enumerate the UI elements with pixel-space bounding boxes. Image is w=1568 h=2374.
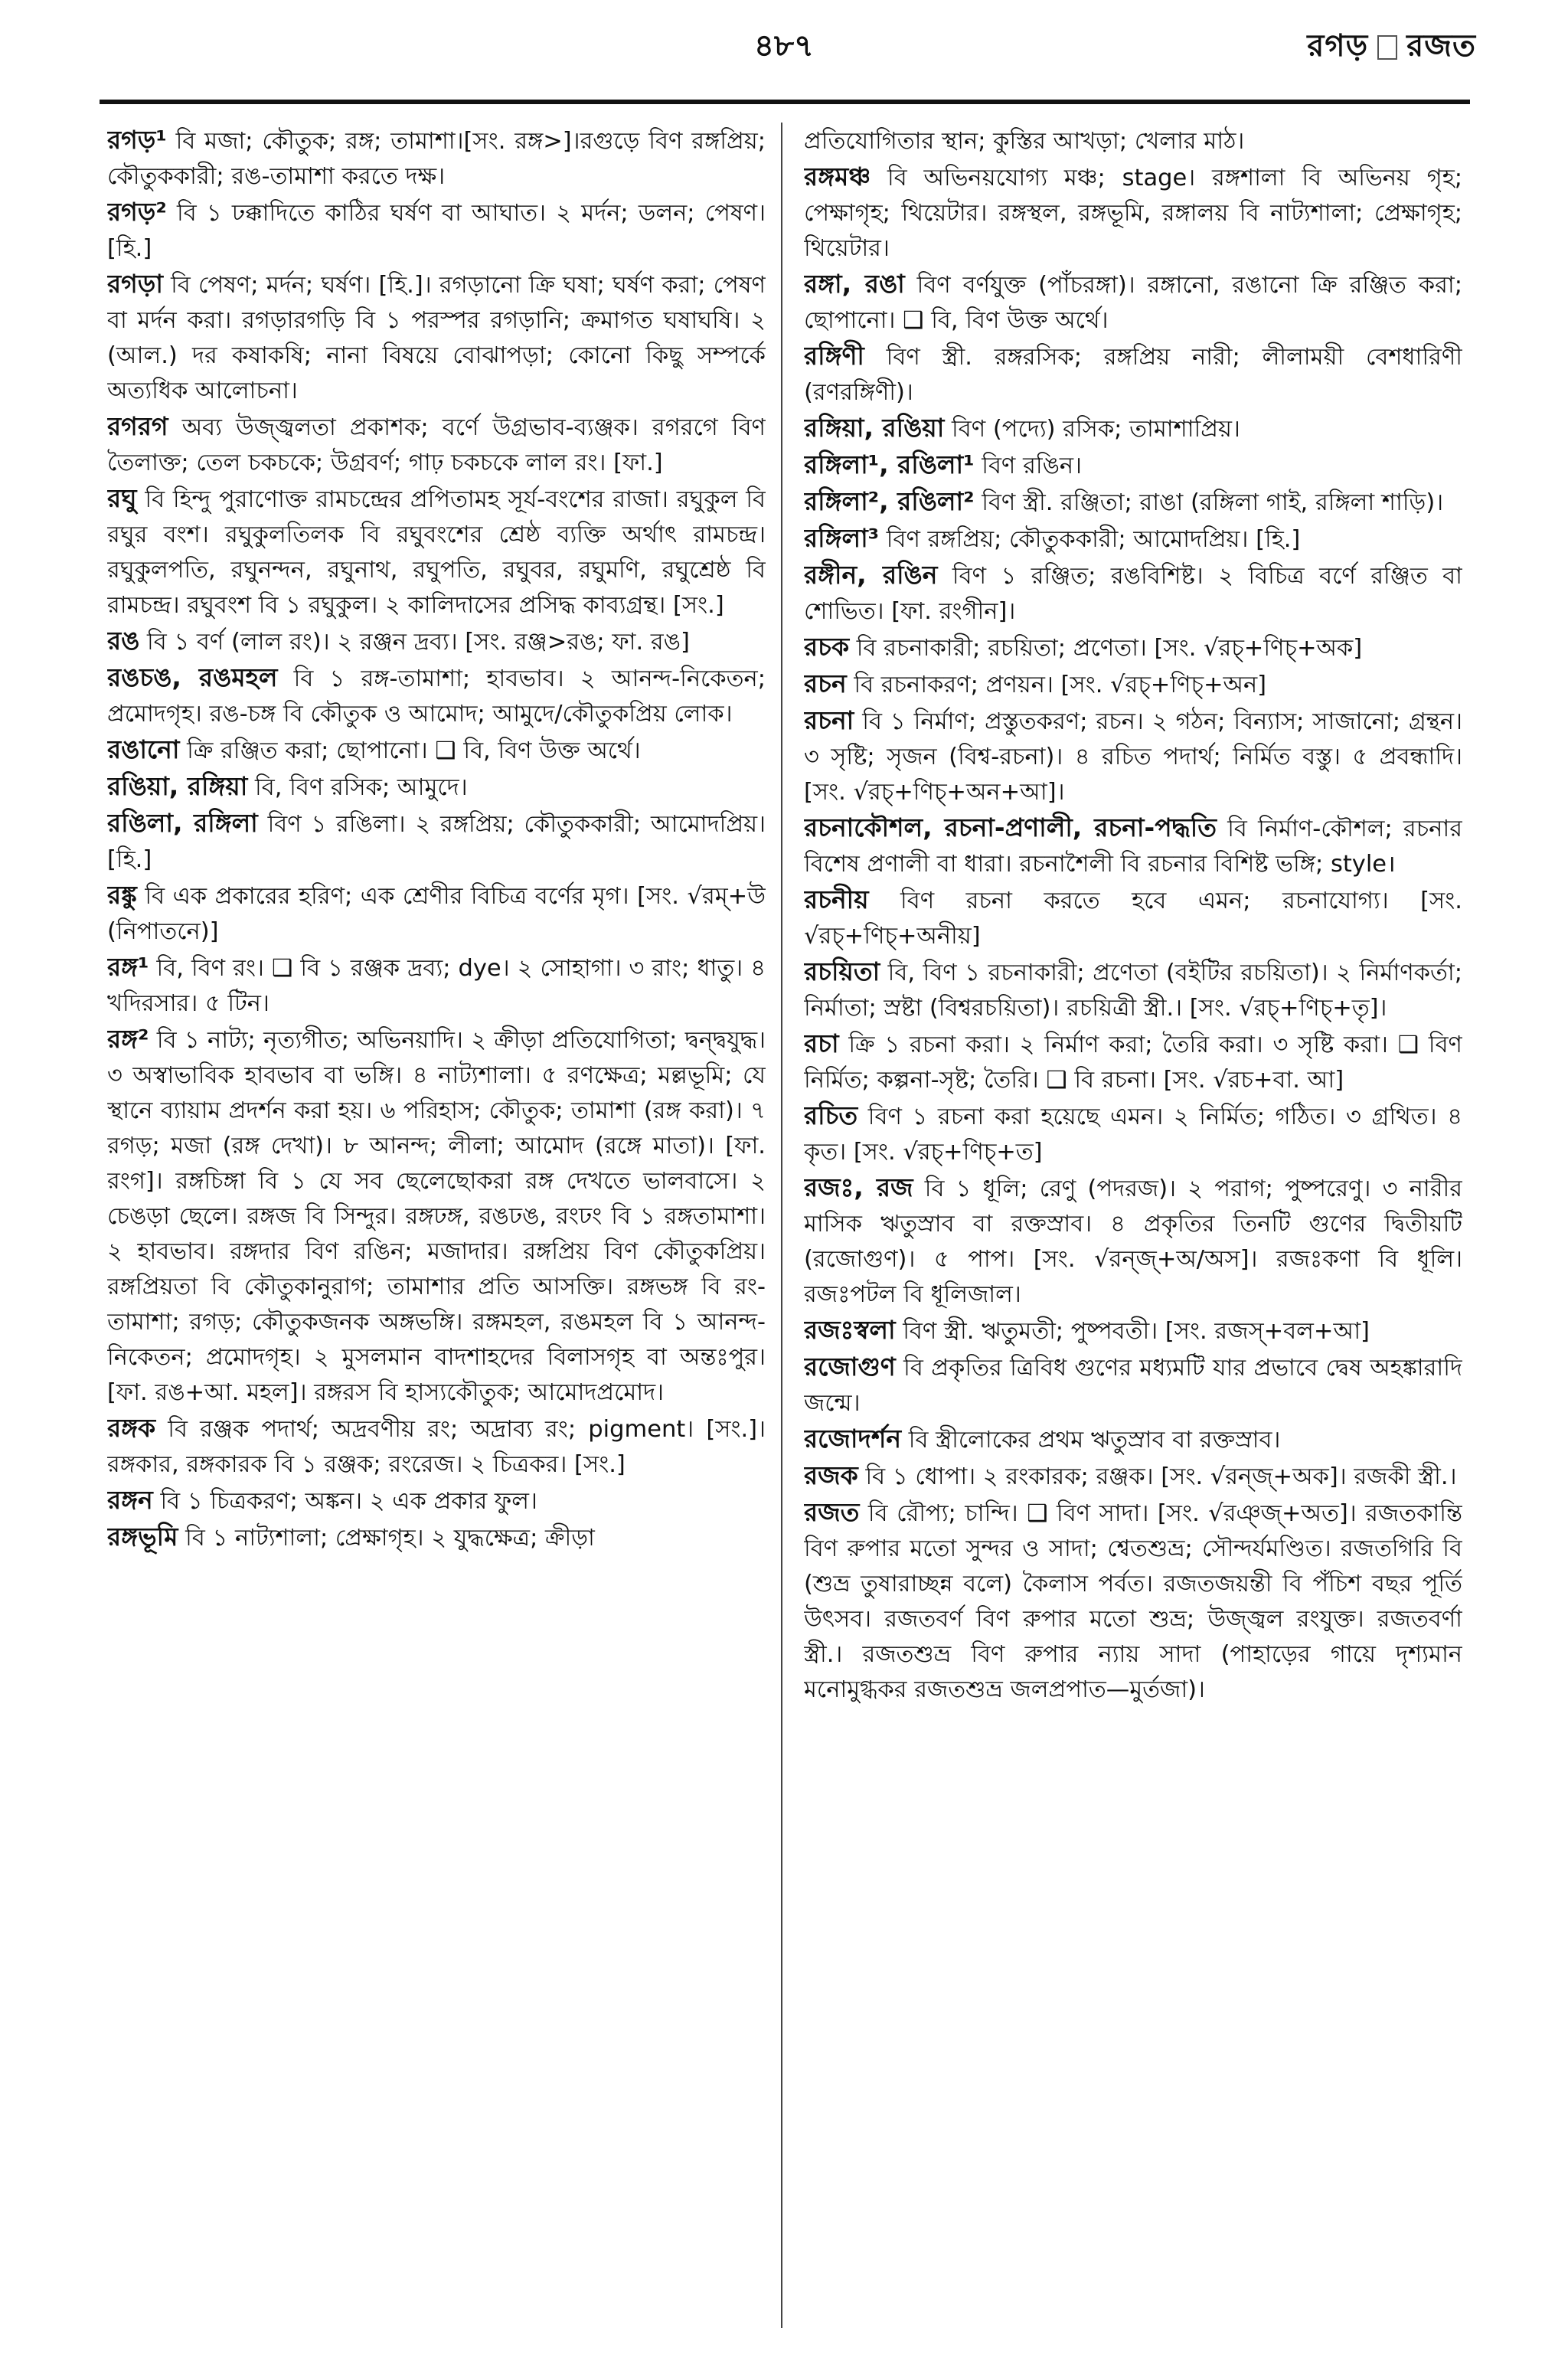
entry-definition: বি ১ ধোপা। ২ রংকারক; রঞ্জক। [সং. √রন্জ্+অক]। রজকী স্ত্রী.।	[858, 1463, 1457, 1490]
entry-headword: রগড়া	[107, 269, 163, 299]
guide-words	[1307, 21, 1476, 73]
entry-headword: রজোদর্শন	[804, 1424, 902, 1454]
entry-headword: রঙ্গক	[107, 1413, 156, 1443]
dictionary-entry	[804, 267, 1462, 338]
entry-definition: বি পেষণ; মর্দন; ঘর্ষণ। [হি.]। রগড়ানো ক্রি ঘষা; ঘর্ষণ করা; পেষণ বা মর্দন করা। রগড়ারগড়ি বি ১ পরস্পর রগড়ানি; ক্রমাগত ঘষাঘষি। ২ (আল.) দর কষাকষি; নানা বিষয়ে বোঝাপড়া; কোনো কিছু সম্পর্কে অত্যধিক আলোচনা।	[107, 272, 766, 404]
entry-headword: রঙিলা, রঙ্গিলা	[107, 808, 258, 838]
entry-headword: রঙ	[107, 626, 140, 656]
dictionary-entry	[107, 806, 766, 878]
entry-headword: রচা	[804, 1028, 839, 1058]
dictionary-entry	[107, 267, 766, 409]
dictionary-entry	[804, 1495, 1462, 1708]
entry-headword: রজত	[804, 1497, 860, 1527]
dictionary-entry	[804, 1349, 1462, 1421]
entry-definition: বিণ ১ রঙিলা। ২ রঙ্গপ্রিয়; কৌতুককারী; আমোদপ্রিয়। [হি.]	[107, 811, 766, 873]
dictionary-entry	[107, 1483, 766, 1519]
dictionary-entry	[107, 123, 766, 195]
entry-headword: রচন	[804, 669, 847, 698]
dictionary-entry	[804, 629, 1462, 666]
entry-definition: অব্য উজ্জ্বলতা প্রকাশক; বর্ণে উগ্রভাব-ব্যঞ্জক। রগরগে বিণ তৈলাক্ত; তেল চকচকে; উগ্রবর্ণ; গাঢ় চকচকে লাল রং। [ফা.]	[107, 414, 766, 476]
column-divider	[781, 123, 782, 2328]
entry-headword: রগরগ	[107, 411, 168, 441]
entry-definition: বি ১ নাট্যশালা; প্রেক্ষাগৃহ। ২ যুদ্ধক্ষেত্র; ক্রীড়া	[178, 1525, 595, 1552]
entry-definition: বিণ (পদ্যে) রসিক; তামাশাপ্রিয়।	[944, 416, 1240, 443]
entry-headword: রঙ্গা, রঙা	[804, 269, 905, 299]
entry-definition: বি ১ ধূলি; রেণু (পদরজ)। ২ পরাগ; পুষ্পরেণু। ৩ নারীর মাসিক ঋতুস্রাব বা রক্তস্রাব। ৪ প্রকৃতির তিনটি গুণের দ্বিতীয়টি (রজোগুণ)। ৫ পাপ। [সং. √রন্জ্+অ/অস]। রজঃকণা বি ধূলি। রজঃপটল বি ধূলিজাল।	[804, 1176, 1462, 1308]
entry-headword: রজোগুণ	[804, 1352, 896, 1382]
dictionary-entry	[107, 1022, 766, 1411]
dictionary-entry	[107, 195, 766, 267]
dictionary-entry	[804, 123, 1462, 159]
dictionary-entry	[107, 769, 766, 806]
dictionary-entry	[804, 484, 1462, 521]
entry-definition: বি এক প্রকারের হরিণ; এক শ্রেণীর বিচিত্র বর্ণের মৃগ। [সং. √রম্+উ (নিপাতনে)]	[107, 883, 766, 945]
entry-definition: বি নির্মাণ-কৌশল; রচনার বিশেষ প্রণালী বা ধারা। রচনাশৈলী বি রচনার বিশিষ্ট ভঙ্গি; style।	[804, 816, 1462, 878]
entry-definition: বি স্ত্রীলোকের প্রথম ঋতুস্রাব বা রক্তস্রাব।	[901, 1427, 1281, 1454]
entry-headword: রচনাকৌশল, রচনা-প্রণালী, রচনা-পদ্ধতি	[804, 813, 1217, 842]
entry-headword: রঙ্গিলা³	[804, 523, 880, 553]
dictionary-entry	[804, 810, 1462, 882]
dictionary-entry	[107, 1411, 766, 1483]
dictionary-entry	[804, 1421, 1462, 1458]
dictionary-entry	[804, 1098, 1462, 1170]
entry-headword: রঙিয়া, রঙ্গিয়া	[107, 771, 248, 801]
dictionary-entry	[107, 481, 766, 623]
entry-definition: বি ১ রঙ্গ-তামাশা; হাবভাব। ২ আনন্দ-নিকেতন; প্রমোদগৃহ। রঙ-চঙ্গ বি কৌতুক ও আমোদ; আমুদে/কৌতুকপ্রিয় লোক।	[107, 665, 766, 728]
guide-separator-icon	[1377, 35, 1397, 60]
entry-definition: বি অভিনয়যোগ্য মঞ্চ; stage। রঙ্গশালা বি অভিনয় গৃহ; পেক্ষাগৃহ; থিয়েটার। রঙ্গস্থল, রঙ্গভূমি, রঙ্গালয় বি নাট্যশালা; প্রেক্ষাগৃহ; থিয়েটার।	[804, 165, 1462, 262]
entry-headword: রঘু	[107, 483, 137, 513]
entry-headword: রঙ্কু	[107, 880, 137, 910]
entry-headword: রঙ্গন	[107, 1485, 153, 1515]
entry-headword: রজঃস্বলা	[804, 1315, 896, 1345]
entry-definition: বিণ ১ রচনা করা হয়েছে এমন। ২ নির্মিত; গঠিত। ৩ গ্রথিত। ৪ কৃত। [সং. √রচ্+ণিচ্+ত]	[804, 1104, 1462, 1166]
entry-definition: বি ১ নির্মাণ; প্রস্তুতকরণ; রচন। ২ গঠন; বিন্যাস; সাজানো; গ্রন্থন। ৩ সৃষ্টি; সৃজন (বিশ্ব-রচনা)। ৪ রচিত পদার্থ; নির্মিত বস্তু। ৫ প্রবন্ধাদি। [সং. √রচ্+ণিচ্+অন+আ]।	[804, 708, 1462, 806]
dictionary-entry	[804, 666, 1462, 703]
entry-definition: বিণ রচনা করতে হবে এমন; রচনাযোগ্য। [সং. √রচ্+ণিচ্+অনীয়]	[804, 888, 1462, 950]
dictionary-entry	[804, 703, 1462, 810]
entry-definition: বি, বিণ রসিক; আমুদে।	[247, 774, 468, 801]
entry-headword: রঙ্গিলা², রঙিলা²	[804, 486, 975, 516]
dictionary-entry	[804, 338, 1462, 410]
dictionary-entry	[804, 1313, 1462, 1349]
dictionary-entry	[107, 1519, 766, 1556]
entry-headword: রঙ্গমঞ্চ	[804, 162, 871, 191]
entry-headword: রচনা	[804, 705, 854, 735]
entry-definition: ক্রি ১ রচনা করা। ২ নির্মাণ করা; তৈরি করা। ৩ সৃষ্টি করা। ❑ বিণ নির্মিত; কল্পনা-সৃষ্ট; তৈরি। ❑ বি রচনা। [সং. √রচ+বা. আ]	[804, 1032, 1462, 1094]
entry-definition: বি রৌপ্য; চান্দি। ❑ বিণ সাদা। [সং. √রঞ্জ্+অত]। রজতকান্তি বিণ রুপার মতো সুন্দর ও সাদা; শ্বেতশুভ্র; সৌন্দর্যমণ্ডিত। রজতগিরি বি (শুভ্র তুষারাচ্ছন্ন বলে) কৈলাস পর্বত। রজতজয়ন্তী বি পঁচিশ বছর পূর্তি উৎসব। রজতবর্ণ বিণ রুপার মতো শুভ্র; উজ্জ্বল রংযুক্ত। রজতবর্ণা স্ত্রী.। রজতশুভ্র বিণ রুপার ন্যায় সাদা (পাহাড়ের গায়ে দৃশ্যমান মনোমুগ্ধকর রজতশুভ্র জলপ্রপাত—মুর্তজা)।	[804, 1500, 1462, 1703]
dictionary-entry	[107, 732, 766, 769]
entry-headword: রজঃ, রজ	[804, 1172, 913, 1202]
entry-definition: বি প্রকৃতির ত্রিবিধ গুণের মধ্যমটি যার প্রভাবে দ্বেষ অহঙ্কারাদি জন্মে।	[804, 1355, 1462, 1417]
entry-headword: রঙ্গিলা¹, রঙিলা¹	[804, 450, 975, 479]
entry-headword: রঙ্গভূমি	[107, 1522, 178, 1552]
dictionary-entry	[107, 660, 766, 732]
dictionary-entry	[107, 950, 766, 1022]
dictionary-entry	[804, 159, 1462, 267]
left-column	[107, 123, 766, 2343]
entry-headword: রঙ্গ²	[107, 1024, 149, 1054]
entry-headword: রচয়িতা	[804, 956, 880, 986]
entry-definition: বি হিন্দু পুরাণোক্ত রামচন্দ্রের প্রপিতামহ সূর্য-বংশের রাজা। রঘুকুল বি রঘুর বংশ। রঘুকুলতিলক বি রঘুবংশের শ্রেষ্ঠ ব্যক্তি অর্থাৎ রামচন্দ্র। রঘুকুলপতি, রঘুনন্দন, রঘুনাথ, রঘুপতি, রঘুবর, রঘুমণি, রঘুশ্রেষ্ঠ বি রামচন্দ্র। রঘুবংশ বি ১ রঘুকুল। ২ কালিদাসের প্রসিদ্ধ কাব্যগ্রন্থ। [সং.]	[107, 486, 766, 619]
header-rule	[100, 100, 1470, 104]
entry-headword: রঙানো	[107, 734, 180, 764]
entry-headword: রঙ্গ¹	[107, 952, 149, 982]
dictionary-entry	[107, 409, 766, 481]
entry-headword: রচনীয়	[804, 885, 869, 914]
entry-definition: বি মজা; কৌতুক; রঙ্গ; তামাশা।[সং. রঙ্গ>]।রগুড়ে বিণ রঙ্গপ্রিয়; কৌতুককারী; রঙ-তামাশা করতে দক্ষ।	[107, 128, 766, 190]
dictionary-entry	[107, 623, 766, 660]
entry-definition: বি, বিণ ১ রচনাকারী; প্রণেতা (বইটির রচয়িতা)। ২ নির্মাণকর্তা; নির্মাতা; স্রষ্টা (বিশ্বরচয়িতা)। রচয়িত্রী স্ত্রী.। [সং. √রচ্+ণিচ্+তৃ]।	[804, 960, 1462, 1022]
entry-headword: রঙচঙ, রঙমহল	[107, 662, 278, 692]
dictionary-entry	[804, 1170, 1462, 1313]
entry-headword: রগড়²	[107, 197, 167, 227]
entry-definition: বি ১ বর্ণ (লাল রং)। ২ রঞ্জন দ্রব্য। [সং. রঞ্জ>রঙ; ফা. রঙ]	[139, 629, 690, 656]
entry-headword: রগড়¹	[107, 125, 167, 155]
dictionary-entry	[804, 882, 1462, 954]
entry-definition: বি রচনাকারী; রচয়িতা; প্রণেতা। [সং. √রচ্+ণিচ্+অক]	[849, 635, 1363, 662]
entry-definition: বিণ রঙ্গপ্রিয়; কৌতুককারী; আমোদপ্রিয়। [হি.]	[879, 526, 1301, 553]
dictionary-entry	[804, 954, 1462, 1026]
dictionary-entry	[804, 410, 1462, 447]
entry-definition: বিণ স্ত্রী. ঋতুমতী; পুষ্পবতী। [সং. রজস্+বল+আ]	[895, 1318, 1370, 1345]
entry-headword: রচিত	[804, 1100, 858, 1130]
entry-headword: রঙ্গিয়া, রঙিয়া	[804, 413, 945, 443]
entry-headword: রজক	[804, 1460, 858, 1490]
right-column	[804, 123, 1462, 2343]
guide-word-first: রগড়	[1307, 28, 1369, 64]
guide-word-last: রজত	[1406, 28, 1476, 64]
entry-definition: বিণ স্ত্রী. রঞ্জিতা; রাঙা (রঙ্গিলা গাই, রঙ্গিলা শাড়ি)।	[974, 489, 1444, 516]
entry-headword: রঙ্গীন, রঙিন	[804, 560, 938, 590]
entry-definition: বিণ বর্ণযুক্ত (পাঁচরঙ্গা)। রঙ্গানো, রঙানো ক্রি রঞ্জিত করা; ছোপানো। ❑ বি, বিণ উক্ত অর্থে।	[804, 272, 1462, 334]
entry-definition: বিণ ১ রঞ্জিত; রঙবিশিষ্ট। ২ বিচিত্র বর্ণে রঞ্জিত বা শোভিত। [ফা. রংগীন]।	[804, 563, 1462, 625]
dictionary-entry	[107, 878, 766, 950]
entry-definition: বি রচনাকরণ; প্রণয়ন। [সং. √রচ্+ণিচ্+অন]	[846, 672, 1267, 698]
entry-definition: বিণ স্ত্রী. রঙ্গরসিক; রঙ্গপ্রিয় নারী; লীলাময়ী বেশধারিণী (রণরঙ্গিণী)।	[804, 344, 1462, 406]
dictionary-entry	[804, 1458, 1462, 1495]
dictionary-entry	[804, 558, 1462, 629]
dictionary-entry	[804, 447, 1462, 484]
entry-definition: বি ১ চিত্রকরণ; অঙ্কন। ২ এক প্রকার ফুল।	[152, 1488, 537, 1515]
entry-headword: রঙ্গিণী	[804, 341, 864, 371]
entry-definition: বিণ রঙিন।	[974, 453, 1083, 479]
entry-definition: ক্রি রঞ্জিত করা; ছোপানো। ❑ বি, বিণ উক্ত অর্থে।	[179, 737, 641, 764]
entry-definition: বি রঞ্জক পদার্থ; অদ্রবণীয় রং; অদ্রাব্য রং; pigment। [সং.]। রঙ্গকার, রঙ্গকারক বি ১ রঞ্জক; রংরেজ। ২ চিত্রকর। [সং.]	[107, 1416, 766, 1478]
dictionary-entry	[804, 521, 1462, 558]
dictionary-entry	[804, 1026, 1462, 1098]
entry-definition: প্রতিযোগিতার স্থান; কুস্তির আখড়া; খেলার মাঠ।	[804, 128, 1245, 155]
page-number: ৪৮৭	[754, 28, 814, 64]
entry-definition: বি ১ ঢক্কাদিতে কাঠির ঘর্ষণ বা আঘাত। ২ মর্দন; ডলন; পেষণ। [হি.]	[107, 200, 766, 262]
entry-definition: বি, বিণ রং। ❑ বি ১ রঞ্জক দ্রব্য; dye। ২ সোহাগা। ৩ রাং; ধাতু। ৪ খদিরসার। ৫ টিন।	[107, 955, 766, 1017]
entry-headword: রচক	[804, 632, 850, 662]
entry-definition: বি ১ নাট্য; নৃত্যগীত; অভিনয়াদি। ২ ক্রীড়া প্রতিযোগিতা; দ্বন্দ্বযুদ্ধ। ৩ অস্বাভাবিক হাবভাব বা ভঙ্গি। ৪ নাট্যশালা। ৫ রণক্ষেত্র; মল্লভূমি; যে স্থানে ব্যায়াম প্রদর্শন করা হয়। ৬ পরিহাস; কৌতুক; তামাশা (রঙ্গ করা)। ৭ রগড়; মজা (রঙ্গ দেখা)। ৮ আনন্দ; লীলা; আমোদ (রঙ্গে মাতা)। [ফা. রংগ]। রঙ্গচিঙ্গা বি ১ যে সব ছেলেছোকরা রঙ্গ দেখতে ভালবাসে। ২ চেঙড়া ছেলে। রঙ্গজ বি সিন্দুর। রঙ্গঢঙ্গ, রঙঢঙ, রংঢং বি ১ রঙ্গতামাশা। ২ হাবভাব। রঙ্গদার বিণ রঙিন; মজাদার। রঙ্গপ্রিয় বিণ কৌতুকপ্রিয়। রঙ্গপ্রিয়তা বি কৌতুকানুরাগ; তামাশার প্রতি আসক্তি। রঙ্গভঙ্গ বি রং-তামাশা; রগড়; কৌতুকজনক অঙ্গভঙ্গি। রঙ্গমহল, রঙমহল বি ১ আনন্দ-নিকেতন; প্রমোদগৃহ। ২ মুসলমান বাদশাহদের বিলাসগৃহ বা অন্তঃপুর। [ফা. রঙ+আ. মহল]। রঙ্গরস বি হাস্যকৌতুক; আমোদপ্রমোদ।	[107, 1027, 766, 1406]
